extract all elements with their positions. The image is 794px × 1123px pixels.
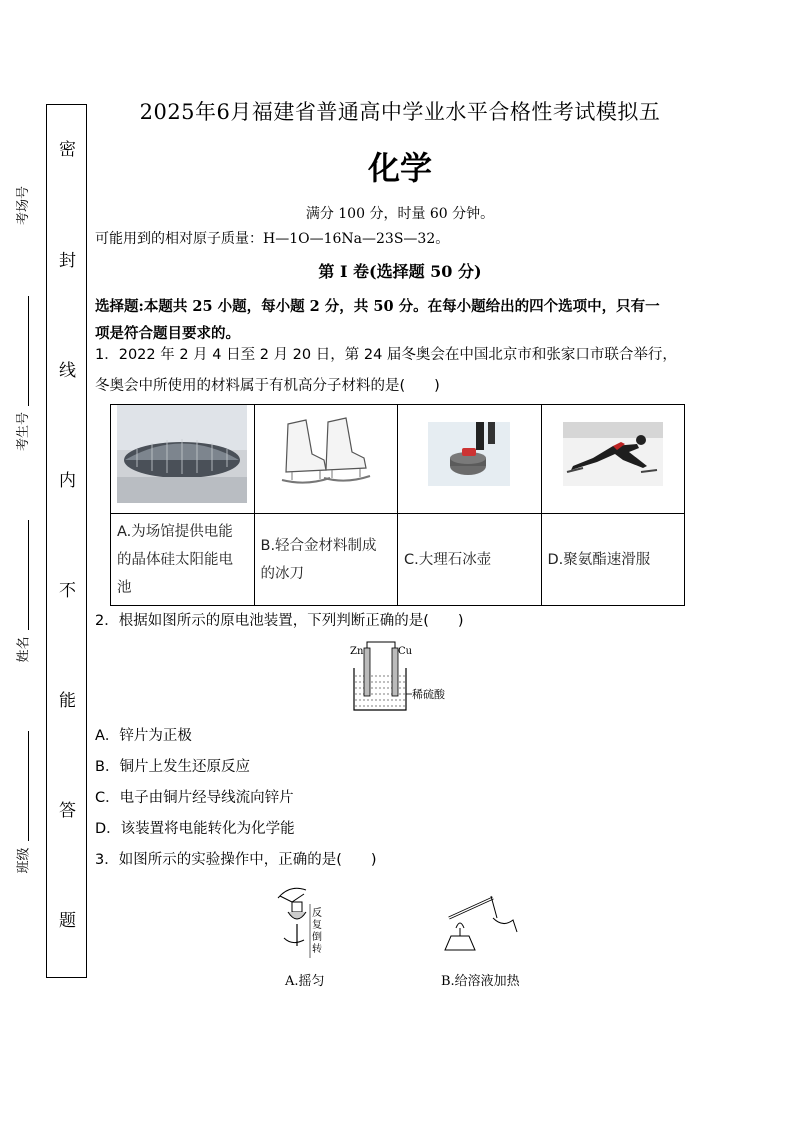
exam-room-label: 考场号	[16, 185, 32, 226]
q3-figure-b-caption: B.给溶液加热	[441, 974, 520, 989]
q2-option-a: A．锌片为正极	[95, 728, 192, 744]
instruction-line: 选择题:本题共 25 小题，每小题 2 分，共 50 分。在每小题给出的四个选项中，只有一	[95, 298, 660, 315]
seal-char: 密	[59, 140, 76, 160]
q1-image-cell	[111, 405, 255, 514]
q1-options-table	[110, 404, 685, 606]
name-line[interactable]	[28, 731, 29, 841]
subject-title: 化学	[367, 149, 432, 187]
q2-stem: 2．根据如图所示的原电池装置，下列判断正确的是( )	[95, 613, 464, 629]
student-number-label: 考生号	[16, 411, 32, 452]
q1-stem-line1: 1．2022 年 2 月 4 日至 2 月 20 日，第 24 届冬奥会在中国北京市和张家口市联合举行，	[95, 347, 677, 363]
exam-title: 2025年6月福建省普通高中学业水平合格性考试模拟五	[139, 100, 661, 124]
q1-image-cell	[398, 405, 542, 514]
galvanic-cell-figure	[340, 638, 460, 716]
seal-char: 封	[59, 251, 76, 271]
score-time: 满分 100 分，时量 60 分钟。	[305, 206, 495, 222]
q1-option-b	[254, 514, 398, 606]
heat-solution-figure	[435, 888, 525, 958]
stadium-image	[117, 405, 247, 503]
shake-flask-figure	[270, 880, 340, 962]
speed-skater-image	[563, 422, 663, 486]
q1-option-a	[111, 514, 255, 606]
q3-stem: 3．如图所示的实验操作中，正确的是( )	[95, 852, 377, 868]
atomic-mass: 可能用到的相对原子质量：H—1O—16Na—23S—32。	[95, 231, 450, 247]
q1-option-d	[541, 514, 685, 606]
instructions	[95, 293, 705, 347]
option-text: B.轻合金材料制成	[260, 537, 377, 554]
cu-label: Cu	[398, 646, 413, 657]
curling-stone-image	[428, 422, 510, 486]
class-label: 班级	[16, 847, 32, 874]
instruction-line: 项是符合题目要求的。	[95, 325, 240, 342]
zn-label: Zn	[350, 646, 364, 657]
seal-char: 内	[59, 471, 76, 491]
seal-char: 题	[59, 911, 76, 931]
option-text: C.大理石冰壶	[404, 551, 492, 568]
q1-image-cell	[541, 405, 685, 514]
exam-room-line[interactable]	[28, 296, 29, 406]
q2-option-c: C．电子由铜片经导线流向锌片	[95, 790, 294, 806]
volume-title: 第 I 卷(选择题 50 分)	[318, 262, 482, 281]
q2-option-d: D．该装置将电能转化为化学能	[95, 821, 295, 837]
q1-image-cell	[254, 405, 398, 514]
acid-label: 稀硫酸	[412, 688, 445, 701]
seal-char: 能	[59, 691, 76, 711]
seal-char: 不	[59, 581, 76, 601]
q1-stem-line2: 冬奥会中所使用的材料属于有机高分子材料的是( )	[95, 378, 440, 394]
q1-option-c	[398, 514, 542, 606]
option-text: 池	[117, 579, 132, 596]
invert-text: 反复倒转	[312, 908, 322, 955]
q2-option-b: B．铜片上发生还原反应	[95, 759, 250, 775]
ice-skates-image	[276, 414, 376, 494]
option-text: 的晶体硅太阳能电	[117, 551, 233, 568]
name-label: 姓名	[16, 636, 32, 663]
seal-char: 答	[59, 801, 76, 821]
seal-char: 线	[59, 361, 76, 381]
option-text: A.为场馆提供电能	[117, 523, 233, 540]
seal-line-box	[46, 104, 87, 978]
option-text: 的冰刀	[260, 565, 304, 582]
q3-figure-a-caption: A.摇匀	[285, 974, 325, 989]
option-text: D.聚氨酯速滑服	[547, 551, 651, 568]
student-number-line[interactable]	[28, 520, 29, 630]
